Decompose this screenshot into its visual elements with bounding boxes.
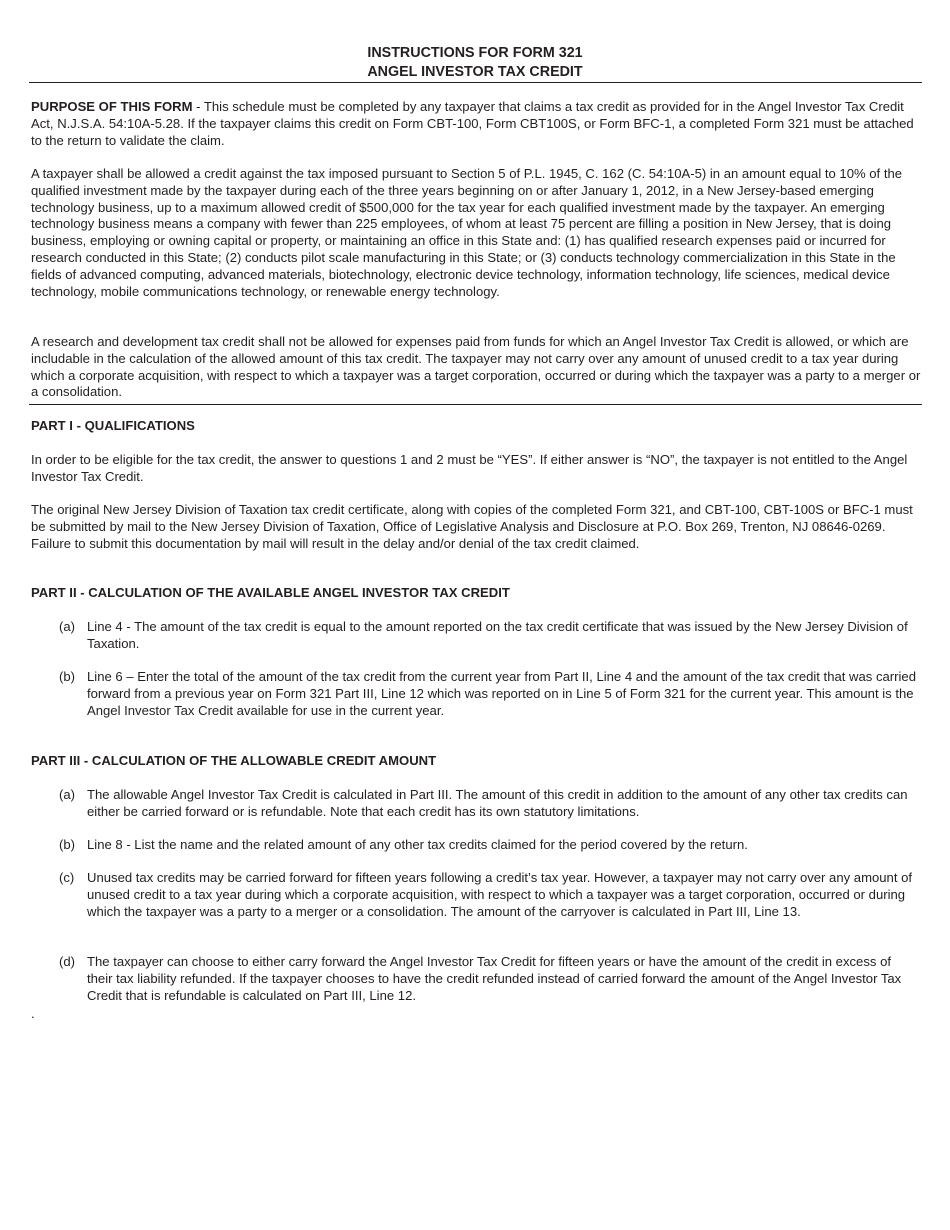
item-text: Unused tax credits may be carried forward for fifteen years following a credit’s tax year. However, a taxpayer may not carry over any amount of unused credit to a tax year during which a corporate acquisition, with respect to which a taxpayer was a target corporation, occurred or during which the taxpayer was a party to a merger or a consolidation. The amount of the carryover is calculated in Part III, Line 13. <box>87 870 913 919</box>
purpose-text: - This schedule must be completed by any taxpayer that claims a tax credit as provided for in the Angel Investor Tax Credit Act, N.J.S.A. 54:10A-5.28. If the taxpayer claims this credit on Form CBT-100, Form CBT100S, or Form BFC-1, a completed Form 321 must be attached to the return to validate the claim. <box>31 99 914 148</box>
purpose-heading: PURPOSE OF THIS FORM <box>31 99 193 114</box>
item-text: Line 4 - The amount of the tax credit is equal to the amount reported on the tax credit certificate that was issued by the New Jersey Division of Taxation. <box>87 619 908 651</box>
part1-eligibility-paragraph: In order to be eligible for the tax credit, the answer to questions 1 and 2 must be “YES”. If either answer is “NO”, the taxpayer is not entitled to the Angel Investor Tax Credit. <box>31 452 908 484</box>
footer-mark: . <box>31 1006 35 1021</box>
part1-heading: PART I - QUALIFICATIONS <box>31 418 195 433</box>
part1-submission-paragraph: The original New Jersey Division of Taxation tax credit certificate, along with copies of the completed Form 321, and CBT-100, CBT-100S or BFC-1 must be submitted by mail to the New Jersey Division of Taxation, Office of Legislative Analysis and Disclosure at P.O. Box 269, Trenton, NJ 08646-0269. Failure to submit this documentation by mail will result in the delay and/or denial of the tax credit claimed. <box>31 502 913 551</box>
item-label: (a) <box>59 619 76 634</box>
part2-item-a <box>31 619 922 653</box>
part3-item-a <box>31 787 922 821</box>
part3-heading: PART III - CALCULATION OF THE ALLOWABLE CREDIT AMOUNT <box>31 753 437 768</box>
item-label: (d) <box>59 954 76 969</box>
item-label: (a) <box>59 787 76 802</box>
title-divider <box>29 82 922 83</box>
item-label: (b) <box>59 837 76 852</box>
credit-description-paragraph: A taxpayer shall be allowed a credit against the tax imposed pursuant to Section 5 of P.L. 1945, C. 162 (C. 54:10A-5) in an amount equal to 10% of the qualified investment made by the taxpayer during each of the three years beginning on or after January 1, 2012, in a New Jersey-based emerging technology business, up to a maximum allowed credit of $500,000 for the tax year for each qualified investment made by the taxpayer. An emerging technology business means a company with fewer than 225 employees, of whom at least 75 percent are filling a position in New Jersey, that is doing business, employing or owning capital or property, or maintaining an office in this State and: (1) has qualified research expenses paid or incurred for research conducted in this State; (2) conducts pilot scale manufacturing in this State; or (3) conducts technology commercialization in this State in the fields of advanced computing, advanced materials, biotechnology, electronic device technology, information technology, life sciences, medical device technology, mobile communications technology, or renewable energy technology. <box>31 166 903 299</box>
part2-item-b <box>31 669 922 719</box>
item-label: (b) <box>59 669 76 684</box>
item-text: Line 6 – Enter the total of the amount of the tax credit from the current year from Part II, Line 4 and the amount of the tax credit that was carried forward from a previous year on Form 321 Part III, Line 12 which was reported on in Line 5 of Form 321 for the current year. This amount is the Angel Investor Tax Credit available for use in the current year. <box>87 669 916 718</box>
part3-item-d <box>31 954 922 1004</box>
part2-heading: PART II - CALCULATION OF THE AVAILABLE ANGEL INVESTOR TAX CREDIT <box>31 585 510 600</box>
item-text: Line 8 - List the name and the related amount of any other tax credits claimed for the period covered by the return. <box>87 837 748 852</box>
item-text: The allowable Angel Investor Tax Credit is calculated in Part III. The amount of this credit in addition to the amount of any other tax credits can either be carried forward or is refundable. Note that each credit has its own statutory limitations. <box>87 787 908 819</box>
rd-credit-paragraph: A research and development tax credit shall not be allowed for expenses paid from funds for which an Angel Investor Tax Credit is allowed, or which are includable in the calculation of the allowed amount of this tax credit. The taxpayer may not carry over any amount of unused credit to a tax year during which a corporate acquisition, with respect to which a taxpayer was a target corporation, occurred or during which the taxpayer was a party to a merger or a consolidation. <box>31 334 921 400</box>
part3-item-b <box>31 837 922 854</box>
item-label: (c) <box>59 870 75 885</box>
item-text: The taxpayer can choose to either carry forward the Angel Investor Tax Credit for fifteen years or have the amount of the credit in excess of their tax liability refunded. If the taxpayer chooses to have the credit refunded instead of carried forward the amount of the Angel Investor Tax Credit that is refundable is calculated on Part III, Line 12. <box>87 954 902 1003</box>
purpose-paragraph <box>31 99 922 149</box>
section-divider <box>29 404 922 405</box>
document-title: INSTRUCTIONS FOR FORM 321 <box>367 45 583 61</box>
part3-item-c <box>31 870 922 920</box>
document-subtitle: ANGEL INVESTOR TAX CREDIT <box>367 64 583 80</box>
